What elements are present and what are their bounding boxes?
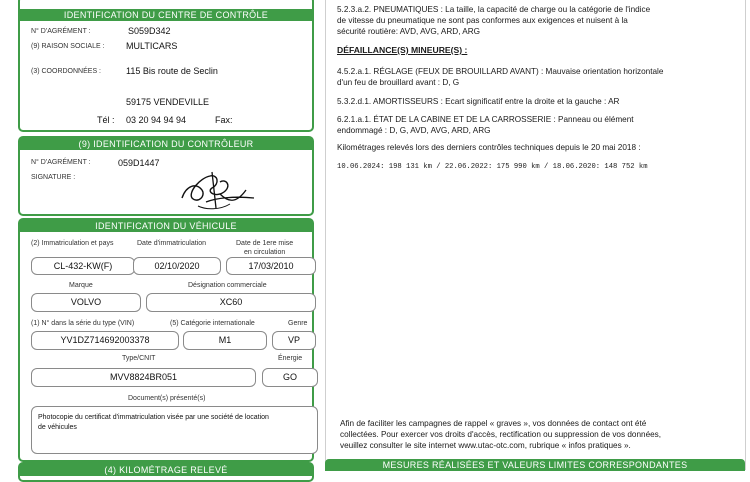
documents-label: Document(s) présenté(s): [128, 395, 206, 402]
designation-field: XC60: [146, 293, 316, 312]
kilometrage-header: (4) KILOMÉTRAGE RELEVÉ: [20, 464, 312, 476]
address-line2: 59175 VENDEVILLE: [126, 97, 210, 107]
pneu-line1: 5.2.3.a.2. PNEUMATIQUES : La taille, la capacité de charge ou la catégorie de l'indice: [337, 5, 651, 14]
genre-field: VP: [272, 331, 316, 350]
immat-label: (2) Immatriculation et pays: [31, 240, 114, 247]
documents-text: Photocopie du certificat d'immatriculation visée par une société de location de véhicules: [38, 414, 269, 431]
documents-field: [31, 406, 318, 454]
address-line1: 115 Bis route de Seclin: [126, 66, 218, 76]
vin-field: YV1DZ714692003378: [31, 331, 179, 350]
signature-label: SIGNATURE :: [31, 174, 76, 181]
raison-sociale-value: MULTICARS: [126, 41, 178, 51]
date-first-field: 17/03/2010: [226, 257, 316, 275]
vin-label: (1) N° dans la série du type (VIN): [31, 320, 135, 327]
designation-label: Désignation commerciale: [188, 282, 267, 289]
immat-field: CL-432-KW(F): [31, 257, 135, 275]
marque-label: Marque: [69, 282, 93, 289]
centre-agrement-label: N° D'AGRÉMENT :: [31, 28, 91, 35]
reglage-line2: d'un feu de brouillard avant : D, G: [337, 78, 460, 87]
reglage-line1: 4.5.2.a.1. RÉGLAGE (FEUX DE BROUILLARD AVANT) : Mauvaise orientation horizontale: [337, 67, 664, 76]
controleur-header: (9) IDENTIFICATION DU CONTRÔLEUR: [20, 138, 312, 150]
categorie-label: (5) Catégorie internationale: [170, 320, 255, 327]
rappel-line2: collectées. Pour exercer vos droits d'accès, rectification ou suppression de vos données,: [340, 430, 662, 439]
vehicule-header: IDENTIFICATION DU VÉHICULE: [20, 220, 312, 232]
pneu-line2: de vitesse du pneumatique ne sont pas conformes aux exigences et nuisent à la: [337, 16, 628, 25]
right-edge-rule: [745, 0, 746, 470]
rappel-line3: veuillez consulter le site internet www.utac-otc.com, rubrique « infos pratiques ».: [340, 441, 631, 450]
coordonnees-label: (3) COORDONNÉES :: [31, 68, 102, 75]
right-column-rule: [325, 0, 326, 470]
marque-field: VOLVO: [31, 293, 141, 312]
date-first-label-1: Date de 1ere mise: [236, 240, 294, 247]
centre-agrement-value: S059D342: [128, 26, 171, 36]
cabine-line2: endommagé : D, G, AVD, AVG, ARD, ARG: [337, 126, 491, 135]
tel-label: Tél :: [97, 115, 115, 125]
km-history-values: 10.06.2024: 198 131 km / 22.06.2022: 175 990 km / 18.06.2020: 148 752 km: [337, 163, 648, 171]
raison-sociale-label: (9) RAISON SOCIALE :: [31, 43, 105, 50]
pneu-line3: sécurité routière: AVD, AVG, ARD, ARG: [337, 27, 481, 36]
mineure-title: DÉFAILLANCE(S) MINEURE(S) :: [337, 45, 468, 55]
centre-header: IDENTIFICATION DU CENTRE DE CONTRÔLE: [20, 9, 312, 21]
controleur-agrement-label: N° D'AGRÉMENT :: [31, 159, 91, 166]
energie-field: GO: [262, 368, 318, 387]
categorie-field: M1: [183, 331, 267, 350]
energie-label: Énergie: [278, 355, 303, 362]
mesures-header: MESURES RÉALISÉES ET VALEURS LIMITES CORRESPONDANTES: [325, 459, 745, 471]
tel-value: 03 20 94 94 94: [126, 115, 187, 125]
signature-image: [176, 168, 260, 212]
fax-label: Fax:: [215, 115, 233, 125]
controleur-agrement-value: 059D1447: [118, 158, 160, 168]
cabine-line1: 6.2.1.a.1. ÉTAT DE LA CABINE ET DE LA CARROSSERIE : Panneau ou élément: [337, 115, 634, 124]
date-first-label-2: en circulation: [244, 249, 286, 256]
km-history-title: Kilométrages relevés lors des derniers contrôles techniques depuis le 20 mai 2018 :: [337, 143, 641, 152]
type-cnit-field: MVV8824BR051: [31, 368, 256, 387]
date-immat-label: Date d'immatriculation: [137, 240, 207, 247]
date-immat-field: 02/10/2020: [133, 257, 221, 275]
genre-label: Genre: [288, 320, 308, 327]
amortisseurs-line: 5.3.2.d.1. AMORTISSEURS : Ecart significatif entre la droite et la gauche : AR: [337, 97, 620, 106]
type-cnit-label: Type/CNIT: [122, 355, 156, 362]
rappel-line1: Afin de faciliter les campagnes de rappel « graves », vos données de contact ont été: [340, 419, 647, 428]
